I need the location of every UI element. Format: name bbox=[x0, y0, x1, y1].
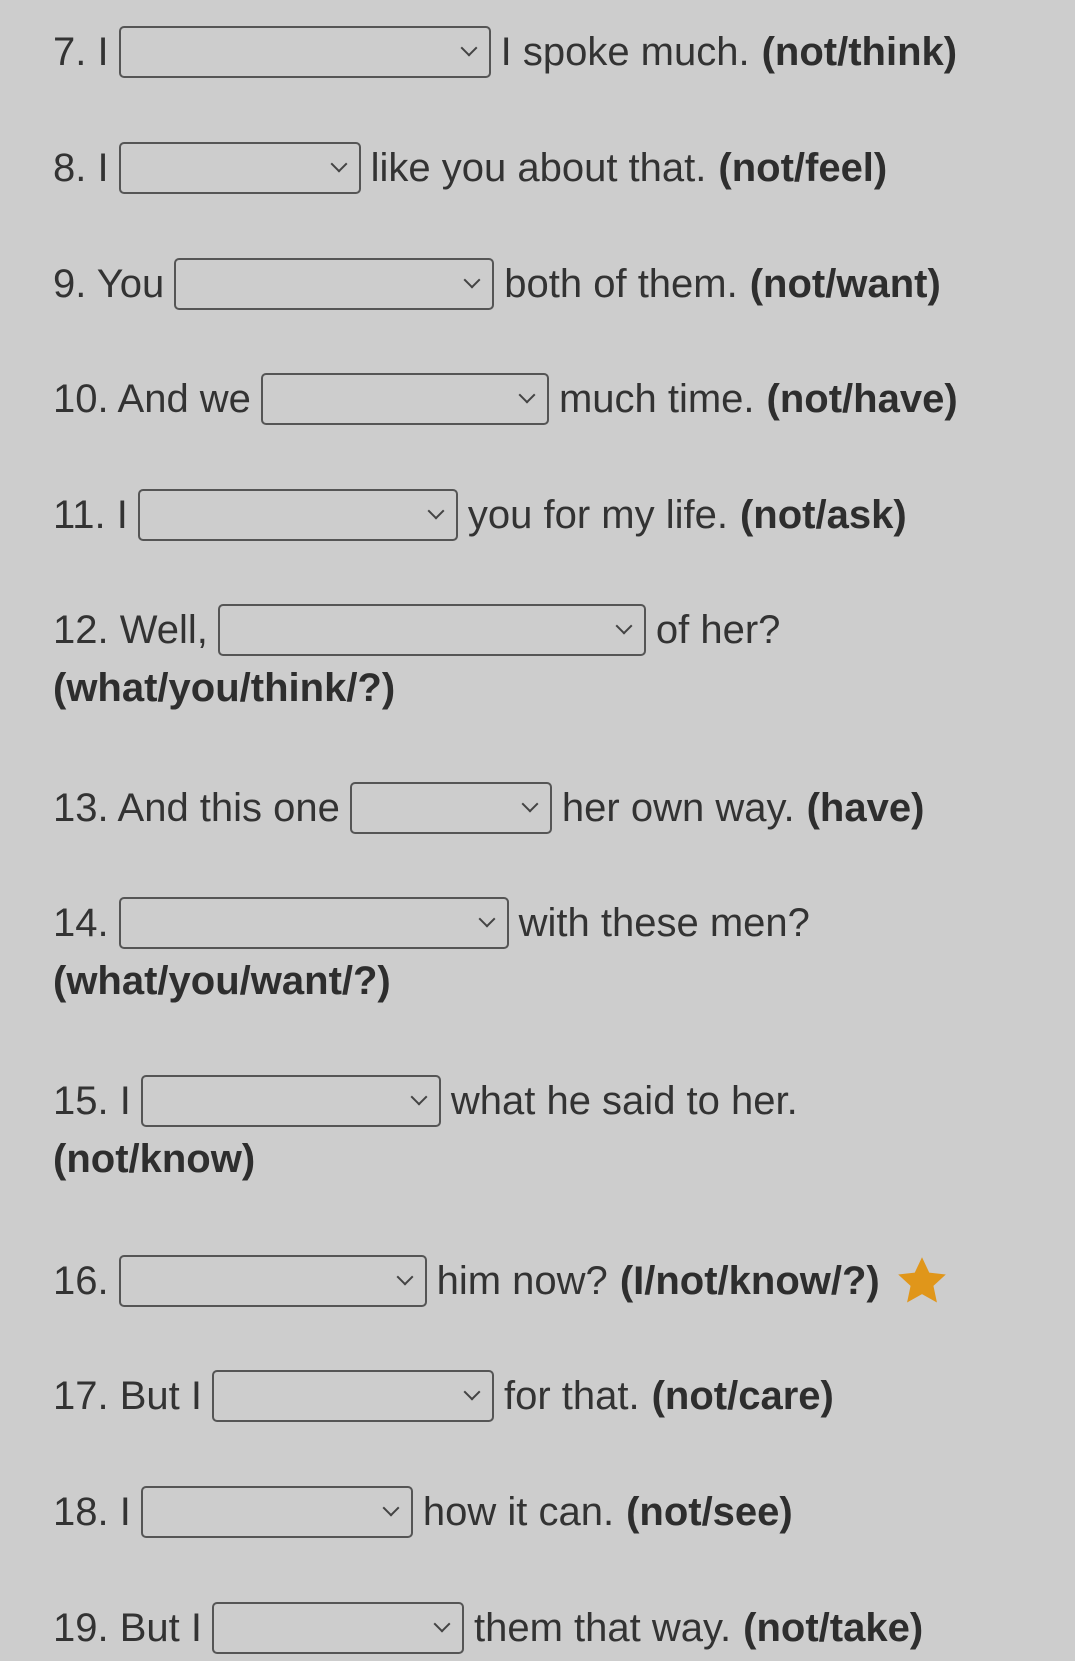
exercise-item-7 bbox=[53, 24, 1053, 80]
answer-dropdown[interactable] bbox=[119, 1255, 427, 1307]
exercise-item-16 bbox=[53, 1253, 1053, 1309]
exercise-item-9 bbox=[53, 256, 1053, 312]
sentence-text: her own way. bbox=[561, 786, 795, 830]
verb-hint: (not/feel) bbox=[718, 146, 888, 190]
sentence-text: much time. bbox=[558, 377, 755, 421]
exercise-item-10 bbox=[53, 371, 1053, 427]
exercise-item-12 bbox=[53, 602, 1053, 718]
answer-dropdown[interactable] bbox=[141, 1486, 413, 1538]
item-number: 17. But I bbox=[53, 1374, 202, 1418]
answer-dropdown[interactable] bbox=[218, 604, 646, 656]
chevron-down-icon bbox=[460, 40, 477, 57]
chevron-down-icon bbox=[464, 272, 481, 289]
sentence-text: how it can. bbox=[422, 1490, 615, 1534]
item-number: 16. bbox=[53, 1259, 109, 1303]
verb-hint: (not/want) bbox=[749, 262, 941, 306]
exercise-item-13 bbox=[53, 780, 1053, 836]
sentence-text: both of them. bbox=[504, 262, 738, 306]
chevron-down-icon bbox=[615, 618, 632, 635]
verb-hint: (not/have) bbox=[766, 377, 958, 421]
item-number: 11. I bbox=[53, 493, 128, 537]
verb-hint: (what/you/think/?) bbox=[53, 666, 396, 710]
chevron-down-icon bbox=[463, 1384, 480, 1401]
exercise-item-11 bbox=[53, 487, 1053, 543]
answer-dropdown[interactable] bbox=[212, 1602, 464, 1654]
chevron-down-icon bbox=[478, 911, 495, 928]
answer-dropdown[interactable] bbox=[119, 26, 491, 78]
answer-dropdown[interactable] bbox=[212, 1370, 494, 1422]
sentence-text: like you about that. bbox=[370, 146, 707, 190]
answer-dropdown[interactable] bbox=[119, 142, 361, 194]
sentence-text: of her? bbox=[655, 608, 781, 652]
sentence-text: what he said to her. bbox=[450, 1079, 798, 1123]
sentence-text: for that. bbox=[503, 1374, 640, 1418]
sentence-text: you for my life. bbox=[467, 493, 728, 537]
star-icon[interactable] bbox=[894, 1253, 950, 1309]
chevron-down-icon bbox=[382, 1500, 399, 1517]
chevron-down-icon bbox=[410, 1089, 427, 1106]
item-number: 14. bbox=[53, 901, 109, 945]
item-number: 13. And this one bbox=[53, 786, 340, 830]
verb-hint: (not/ask) bbox=[739, 493, 907, 537]
exercise-item-18 bbox=[53, 1484, 1053, 1540]
chevron-down-icon bbox=[396, 1269, 413, 1286]
item-number: 9. You bbox=[53, 262, 165, 306]
exercise-item-19 bbox=[53, 1600, 1053, 1656]
exercise-item-15 bbox=[53, 1073, 1053, 1189]
verb-hint: (have) bbox=[806, 786, 925, 830]
item-number: 12. Well, bbox=[53, 608, 208, 652]
sentence-text: with these men? bbox=[518, 901, 810, 945]
chevron-down-icon bbox=[433, 1616, 450, 1633]
item-number: 18. I bbox=[53, 1490, 131, 1534]
item-number: 15. I bbox=[53, 1079, 131, 1123]
chevron-down-icon bbox=[330, 156, 347, 173]
item-number: 8. I bbox=[53, 146, 109, 190]
item-number: 10. And we bbox=[53, 377, 251, 421]
verb-hint: (not/see) bbox=[626, 1490, 793, 1534]
answer-dropdown[interactable] bbox=[174, 258, 494, 310]
answer-dropdown[interactable] bbox=[119, 897, 509, 949]
verb-hint: (what/you/want/?) bbox=[53, 959, 391, 1003]
verb-hint: (not/take) bbox=[743, 1606, 924, 1650]
answer-dropdown[interactable] bbox=[141, 1075, 441, 1127]
sentence-text: them that way. bbox=[473, 1606, 732, 1650]
verb-hint: (not/think) bbox=[761, 30, 958, 74]
answer-dropdown[interactable] bbox=[261, 373, 549, 425]
verb-hint: (not/know) bbox=[53, 1137, 256, 1181]
verb-hint: (not/care) bbox=[651, 1374, 834, 1418]
chevron-down-icon bbox=[427, 503, 444, 520]
exercise-item-8 bbox=[53, 140, 1053, 196]
chevron-down-icon bbox=[518, 387, 535, 404]
answer-dropdown[interactable] bbox=[350, 782, 552, 834]
answer-dropdown[interactable] bbox=[138, 489, 458, 541]
item-number: 19. But I bbox=[53, 1606, 202, 1650]
sentence-text: him now? bbox=[436, 1259, 608, 1303]
exercise-item-14 bbox=[53, 895, 1053, 1011]
sentence-text: I spoke much. bbox=[500, 30, 750, 74]
exercise-item-17 bbox=[53, 1368, 1053, 1424]
item-number: 7. I bbox=[53, 30, 109, 74]
chevron-down-icon bbox=[521, 796, 538, 813]
verb-hint: (I/not/know/?) bbox=[619, 1259, 880, 1303]
